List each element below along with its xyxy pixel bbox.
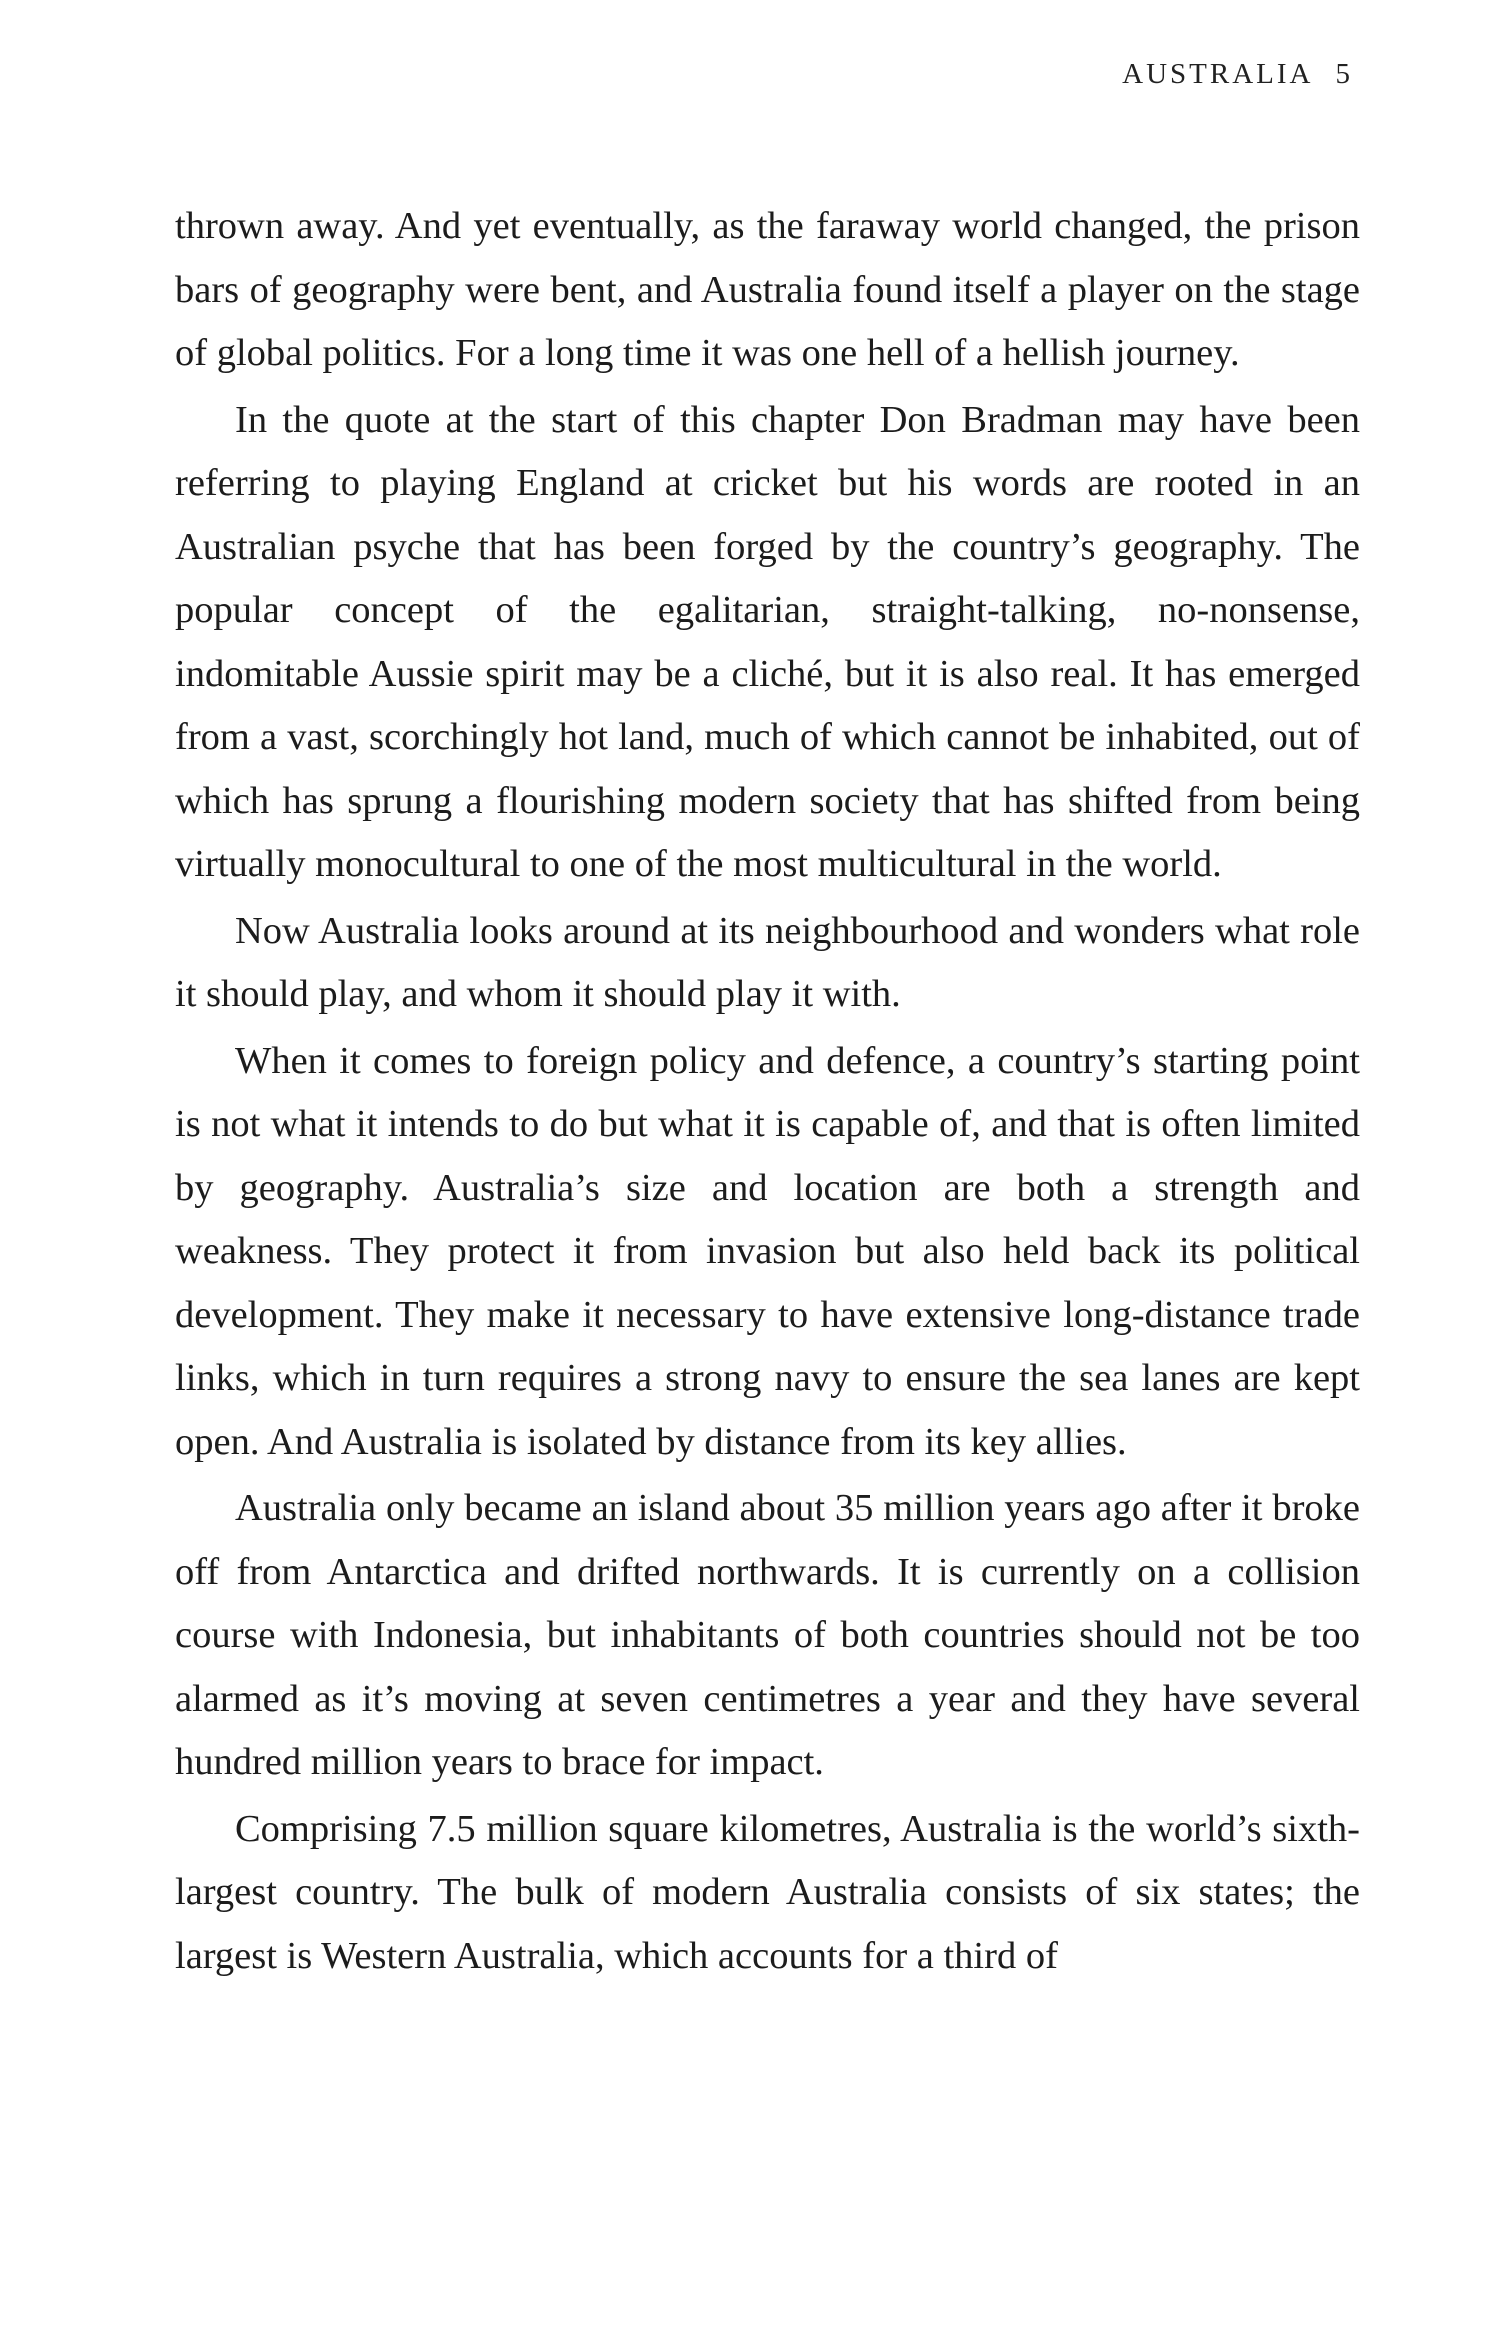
paragraph-foreign-policy: When it comes to foreign policy and defence, a country’s starting point is not what it intends to do but what it is capable of, and that is often limited by geography. Australia’s size and location are both a strength and weakness. They protect it from invasion but also held back its political development. They make it necessary to have extensive long-distance trade links, which in turn requires a strong navy to ensure the sea lanes are kept open. And Australia is isolated by distance from its key allies. bbox=[175, 1039, 1360, 1463]
running-head bbox=[1122, 58, 1350, 91]
paragraph-continuation: thrown away. And yet eventually, as the faraway world changed, the prison bars of geography were bent, and Australia found itself a player on the stage of global politics. For a long time it was one hell of a hellish journey. bbox=[175, 205, 1360, 374]
paragraph-island-origin: Australia only became an island about 35 million years ago after it broke off from Antarctica and drifted northwards. It is currently on a collision course with Indonesia, but inhabitants of both countries should not be too alarmed as it’s moving at seven centimetres a year and they have several hundred million years to brace for impact. bbox=[175, 1487, 1360, 1783]
paragraph-bradman: In the quote at the start of this chapter Don Bradman may have been referring to playing England at cricket but his words are rooted in an Australian psyche that has been forged by the country’s geography. The popular concept of the egalitarian, straight-talking, no-nonsense, indomitable Aussie spirit may be a cliché, but it is also real. It has emerged from a vast, scorchingly hot land, much of which cannot be inhabited, out of which has sprung a flourishing modern society that has shifted from being virtually monocultural to one of the most multicultural in the world. bbox=[175, 398, 1360, 885]
running-title: AUSTRALIA bbox=[1122, 58, 1314, 90]
paragraph-size: Comprising 7.5 million square kilometres, Australia is the world’s sixth-largest country. The bulk of modern Australia consists of six states; the largest is Western Australia, which accounts for a third of bbox=[175, 1807, 1360, 1977]
body-text bbox=[175, 195, 1360, 1988]
page-number: 5 bbox=[1335, 58, 1350, 90]
paragraph-neighbourhood: Now Australia looks around at its neighbourhood and wonders what role it should play, and whom it should play it with. bbox=[175, 909, 1360, 1015]
